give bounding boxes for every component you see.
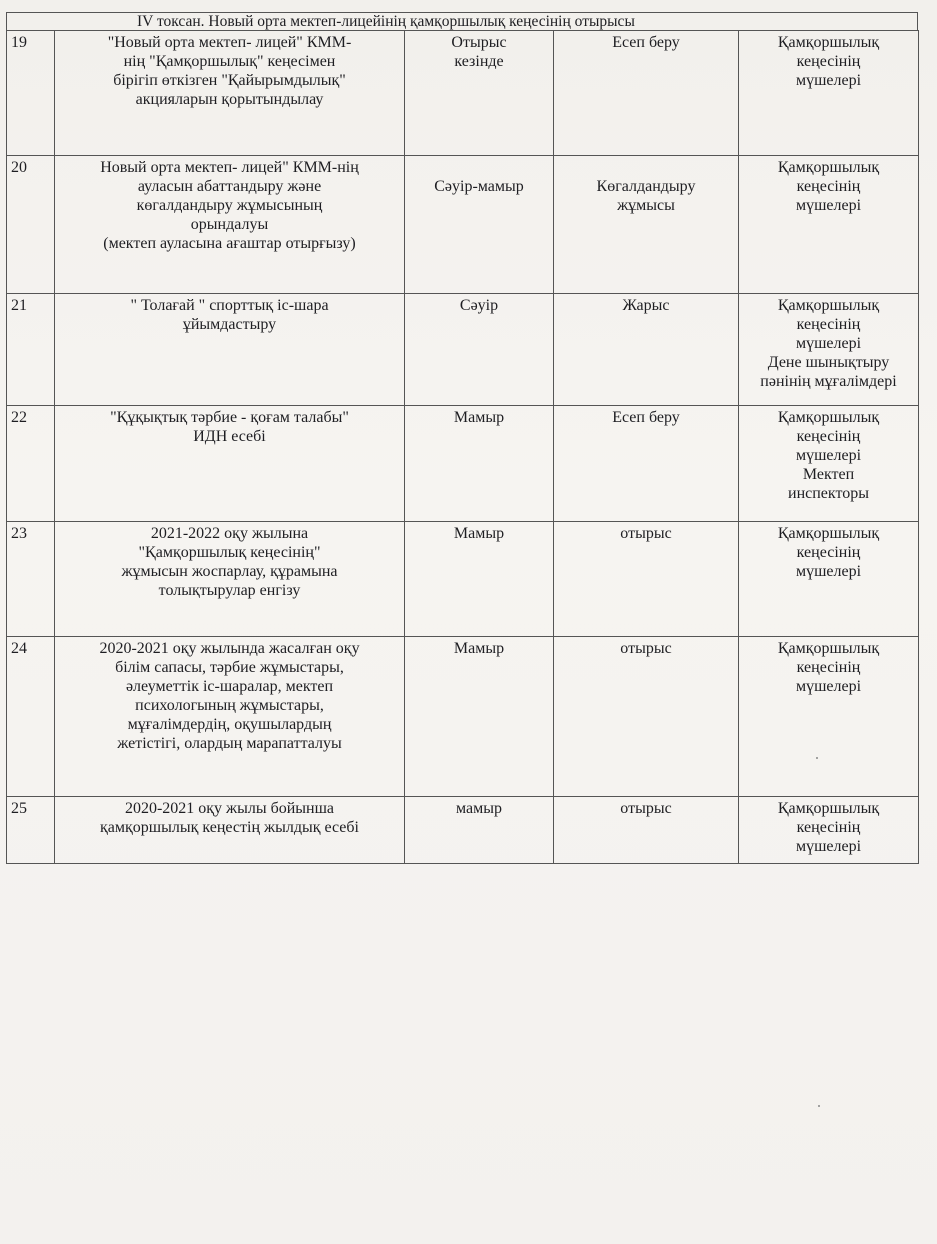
row-number: 21 bbox=[7, 294, 55, 406]
responsible-cell: Қамқоршылық кеңесінің мүшелері bbox=[739, 522, 919, 637]
period-cell: Сәуір-мамыр bbox=[405, 156, 554, 294]
event-cell: "Құқықтық тәрбие - қоғам талабы" ИДН есебі bbox=[55, 406, 405, 522]
form-cell: Есеп беру bbox=[554, 406, 739, 522]
form-cell: Жарыс bbox=[554, 294, 739, 406]
row-number: 23 bbox=[7, 522, 55, 637]
table-row bbox=[7, 522, 919, 637]
responsible-cell: Қамқоршылық кеңесінің мүшелері bbox=[739, 637, 919, 797]
responsible-cell: Қамқоршылық кеңесінің мүшелері Мектеп инспекторы bbox=[739, 406, 919, 522]
row-number: 25 bbox=[7, 797, 55, 864]
table-row bbox=[7, 156, 919, 294]
responsible-cell: Қамқоршылық кеңесінің мүшелері bbox=[739, 156, 919, 294]
event-cell: Новый орта мектеп- лицей" КММ-нің ауласын абаттандыру және көгалдандыру жұмысының орындалуы (мектеп ауласына ағаштар отырғызу) bbox=[55, 156, 405, 294]
period-cell: Мамыр bbox=[405, 406, 554, 522]
event-cell: " Толағай " спорттық іс-шара ұйымдастыру bbox=[55, 294, 405, 406]
row-number: 22 bbox=[7, 406, 55, 522]
row-number: 19 bbox=[7, 31, 55, 156]
event-cell: 2020-2021 оқу жылында жасалған оқу білім сапасы, тәрбие жұмыстары, әлеуметтік іс-шаралар, мектеп психологының жұмыстары, мұғалімдердің, оқушылардың жетістігі, олардың марапатталуы bbox=[55, 637, 405, 797]
form-cell: отырыс bbox=[554, 522, 739, 637]
form-cell: Есеп беру bbox=[554, 31, 739, 156]
event-cell: 2020-2021 оқу жылы бойынша қамқоршылық кеңестің жылдық есебі bbox=[55, 797, 405, 864]
table-row bbox=[7, 637, 919, 797]
table-row bbox=[7, 406, 919, 522]
paper-speck bbox=[816, 757, 818, 759]
event-cell: 2021-2022 оқу жылына "Қамқоршылық кеңесінің" жұмысын жоспарлау, құрамына толықтырулар енгізу bbox=[55, 522, 405, 637]
form-cell: отырыс bbox=[554, 637, 739, 797]
period-cell: Сәуір bbox=[405, 294, 554, 406]
period-cell: Отырыс кезінде bbox=[405, 31, 554, 156]
period-cell: Мамыр bbox=[405, 637, 554, 797]
form-cell: отырыс bbox=[554, 797, 739, 864]
row-number: 24 bbox=[7, 637, 55, 797]
period-cell: Мамыр bbox=[405, 522, 554, 637]
section-heading: IV токсан. Новый орта мектеп-лицейінің қамқоршылық кеңесінің отырысы bbox=[6, 12, 918, 31]
row-number: 20 bbox=[7, 156, 55, 294]
table-row bbox=[7, 797, 919, 864]
event-cell: "Новый орта мектеп- лицей" КММ- нің "Қамқоршылық" кеңесімен бірігіп өткізген "Қайырымдылық" акцияларын қорытындылау bbox=[55, 31, 405, 156]
responsible-cell: Қамқоршылық кеңесінің мүшелері bbox=[739, 31, 919, 156]
plan-table bbox=[6, 30, 919, 864]
table-row bbox=[7, 294, 919, 406]
paper-speck bbox=[818, 1105, 820, 1107]
form-cell: Көгалдандыру жұмысы bbox=[554, 156, 739, 294]
period-cell: мамыр bbox=[405, 797, 554, 864]
responsible-cell: Қамқоршылық кеңесінің мүшелері Дене шынықтыру пәнінің мұғалімдері bbox=[739, 294, 919, 406]
table-row bbox=[7, 31, 919, 156]
responsible-cell: Қамқоршылық кеңесінің мүшелері bbox=[739, 797, 919, 864]
